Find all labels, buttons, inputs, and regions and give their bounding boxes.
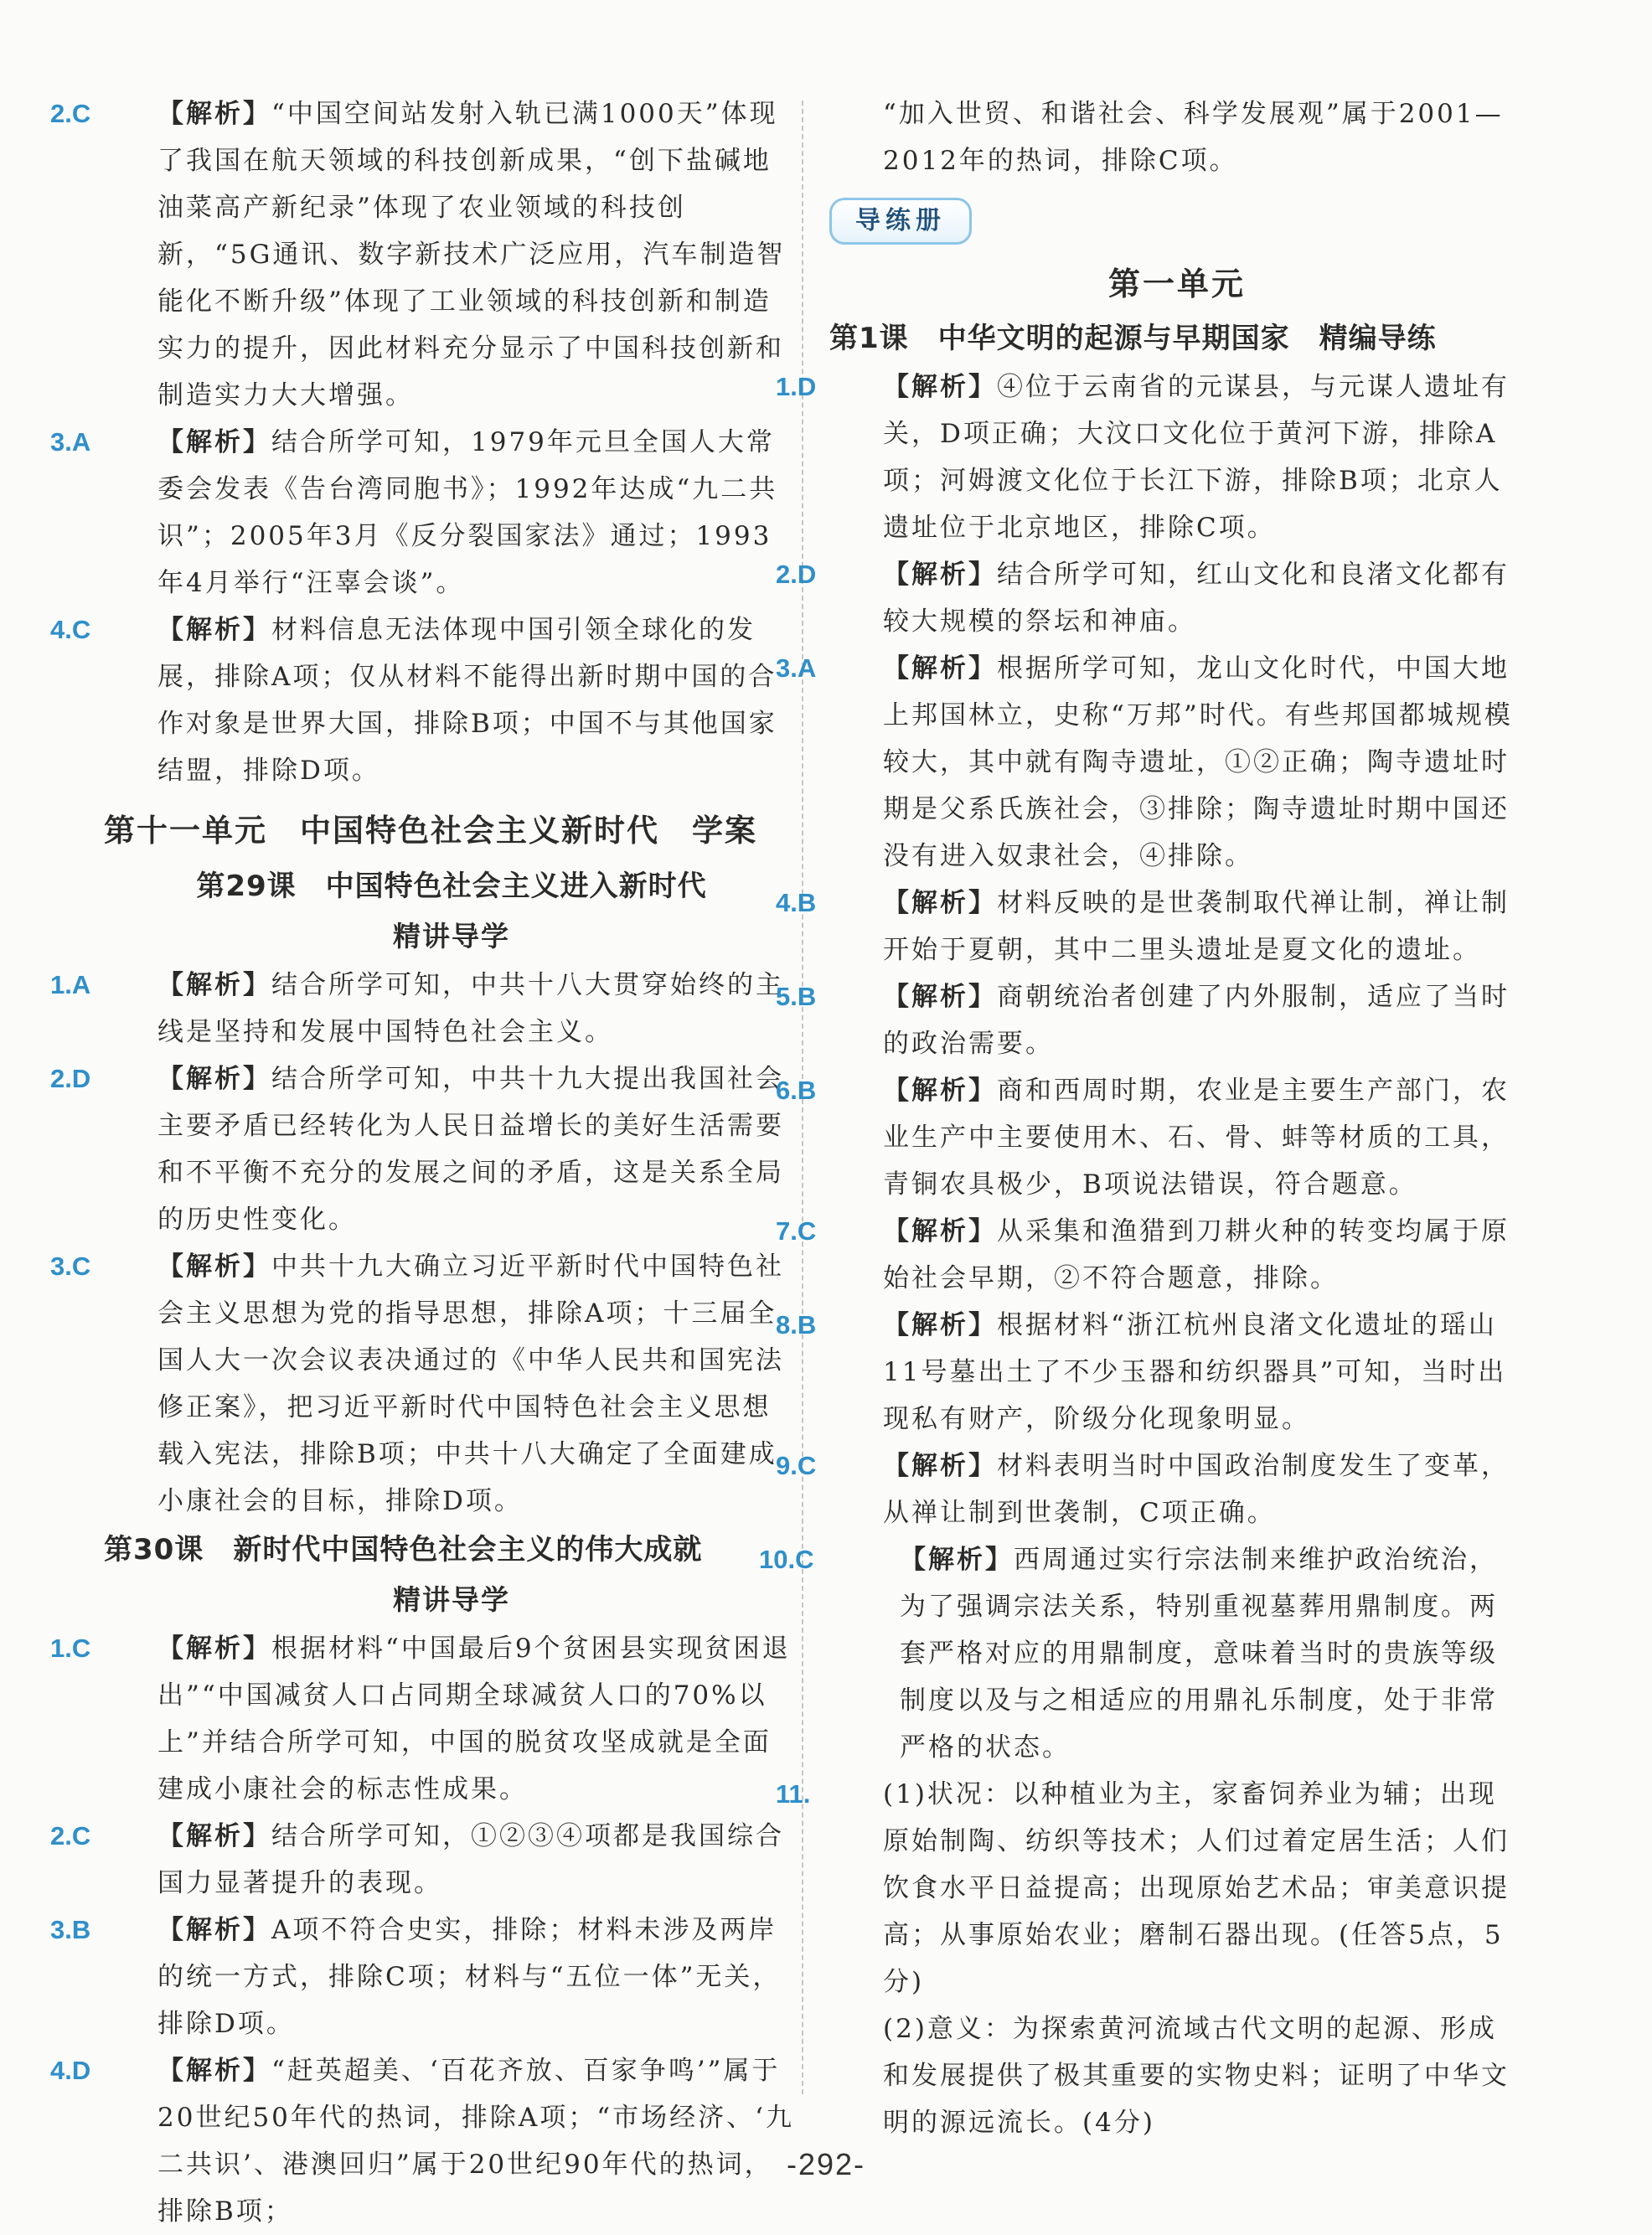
unit-heading: 第十一单元 中国特色社会主义新时代 学案 (104, 813, 757, 849)
answer-number: 2.C (50, 1821, 91, 1850)
unit-title: 第一单元 (1107, 265, 1246, 302)
answer-item (50, 1625, 799, 1813)
left-column (50, 90, 799, 2235)
analysis-tag: 【解析】 (157, 1915, 271, 1945)
analysis-tag: 【解析】 (157, 99, 271, 129)
answer-text: 商和西周时期，农业是主要生产部门，农业生产中主要使用木、石、骨、蚌等材质的工具，青铜农具极少，B项说法错误，符合题意。 (883, 1076, 1510, 1200)
answer-text: 西周通过实行宗法制来维护政治统治，为了强调宗法关系，特别重视墓葬用鼎制度。两套严格对应的用鼎制度，意味着当时的贵族等级制度以及与之相适应的用鼎礼乐制度，处于非常严格的状态。 (900, 1545, 1498, 1763)
analysis-tag: 【解析】 (900, 1545, 1014, 1575)
answer-number: 8.B (776, 1310, 817, 1339)
analysis-tag: 【解析】 (883, 1216, 997, 1247)
answer-number: 10.C (759, 1545, 814, 1574)
lesson-heading: 第30课 新时代中国特色社会主义的伟大成就 (104, 1533, 703, 1567)
section-badge: 导练册 (829, 198, 972, 245)
answer-text: A项不符合史实，排除；材料未涉及两岸的统一方式，排除C项；材料与“五位一体”无关，排除D项。 (157, 1915, 782, 2039)
analysis-tag: 【解析】 (157, 970, 271, 1000)
answer-number: 5.B (776, 982, 817, 1011)
page-number: -292- (786, 2147, 866, 2181)
answer-number: 3.A (776, 653, 817, 683)
answer-text: 中共十九大确立习近平新时代中国特色社会主义思想为党的指导思想，排除A项；十三届全国人大一次会议表决通过的《中华人民共和国宪法修正案》，把习近平新时代中国特色社会主义思想载入宪法，排除B项；中共十八大确定了全面建成小康社会的目标，排除D项。 (157, 1252, 784, 1516)
answer-text: 根据材料“中国最后9个贫困县实现贫困退出”“中国减贫人口占同期全球减贫人口的70%以上”并结合所学可知，中国的脱贫攻坚成就是全面建成小康社会的标志性成果。 (157, 1634, 791, 1804)
analysis-tag: 【解析】 (157, 1064, 271, 1094)
lesson-heading: 第29课 中国特色社会主义进入新时代 (196, 870, 707, 903)
answer-number: 2.D (50, 1064, 91, 1093)
analysis-tag: 【解析】 (883, 560, 997, 590)
answer-text: 材料信息无法体现中国引领全球化的发展，排除A项；仅从材料不能得出新时期中国的合作对象是世界大国，排除B项；中国不与其他国家结盟，排除D项。 (157, 615, 777, 786)
answer-item (776, 1443, 1525, 1536)
answer-number: 3.C (50, 1252, 91, 1281)
answer-number: 9.C (776, 1451, 817, 1480)
answer-text: 根据所学可知，龙山文化时代，中国大地上邦国林立，史称“万邦”时代。有些邦国都城规模较大，其中就有陶寺遗址，①②正确；陶寺遗址时期是父系氏族社会，③排除；陶寺遗址时期中国还没有进入奴隶社会，④排除。 (883, 653, 1513, 871)
answer-number: 1.C (50, 1634, 91, 1663)
answer-item (50, 962, 799, 1056)
answer-item (776, 880, 1525, 973)
answer-item (50, 1813, 799, 1907)
answer-text: ④位于云南省的元谋县，与元谋人遗址有关，D项正确；大汶口文化位于黄河下游，排除A项；河姆渡文化位于长江下游，排除B项；北京人遗址位于北京地区，排除C项。 (883, 372, 1510, 543)
answer-item (776, 551, 1525, 645)
analysis-tag: 【解析】 (157, 2056, 271, 2086)
analysis-tag: 【解析】 (883, 1451, 997, 1481)
analysis-tag: 【解析】 (883, 653, 997, 684)
answer-text: 结合所学可知，1979年元旦全国人大常委会发表《告台湾同胞书》；1992年达成“九二共识”；2005年3月《反分裂国家法》通过；1993年4月举行“汪辜会谈”。 (157, 427, 778, 598)
analysis-tag: 【解析】 (883, 372, 997, 402)
answer-number: 3.A (50, 427, 91, 457)
right-column (759, 90, 1525, 2146)
answer-text: 结合所学可知，①②③④项都是我国综合国力显著提升的表现。 (157, 1821, 784, 1898)
answer-number: 4.C (50, 615, 91, 644)
answer-item (776, 645, 1525, 880)
analysis-tag: 【解析】 (883, 982, 997, 1012)
answer-item (776, 1067, 1525, 1208)
answer-number: 11. (776, 1779, 811, 1809)
answer-text: 材料表明当时中国政治制度发生了变革，从禅让制到世袭制，C项正确。 (883, 1451, 1510, 1528)
answer-subpart: (2)意义：为探索黄河流域古代文明的起源、形成和发展提供了极其重要的实物史料；证明了中华文明的源远流长。(4分) (883, 2014, 1510, 2138)
answer-item (50, 1056, 799, 1243)
answer-text: 根据材料“浙江杭州良渚文化遗址的瑶山11号墓出土了不少玉器和纺织器具”可知，当时出现私有财产，阶级分化现象明显。 (883, 1310, 1507, 1434)
answer-text: 商朝统治者创建了内外服制，适应了当时的政治需要。 (883, 982, 1510, 1059)
analysis-tag: 【解析】 (883, 1310, 997, 1340)
analysis-tag: 【解析】 (883, 1076, 997, 1106)
answer-text: 结合所学可知，中共十九大提出我国社会主要矛盾已经转化为人民日益增长的美好生活需要和不平衡不充分的发展之间的矛盾，这是关系全局的历史性变化。 (157, 1064, 784, 1235)
answer-number: 6.B (776, 1076, 817, 1105)
answer-text: 结合所学可知，红山文化和良渚文化都有较大规模的祭坛和神庙。 (883, 560, 1510, 637)
answer-item (50, 606, 799, 794)
answer-item (50, 90, 799, 419)
answer-text: 结合所学可知，中共十八大贯穿始终的主线是坚持和发展中国特色社会主义。 (157, 970, 784, 1047)
answer-text: (1)状况：以种植业为主，家畜饲养业为辅；出现原始制陶、纺织等技术；人们过着定居生活；人们饮食水平日益提高；出现原始艺术品；审美意识提高；从事原始农业；磨制石器出现。(任答5点，5分) (883, 1779, 1510, 1997)
continued-text: “加入世贸、和谐社会、科学发展观”属于2001—2012年的热词，排除C项。 (883, 99, 1504, 176)
answer-number: 2.D (776, 560, 817, 589)
section-subtitle: 精讲导学 (393, 920, 510, 952)
answer-number: 1.A (50, 970, 91, 999)
answer-text: 从采集和渔猎到刀耕火种的转变均属于原始社会早期，②不符合题意，排除。 (883, 1216, 1510, 1293)
analysis-tag: 【解析】 (157, 1634, 271, 1664)
answer-number: 4.B (776, 888, 817, 917)
answer-item (50, 1243, 799, 1525)
lesson-heading: 第1课 中华文明的起源与早期国家 精编导练 (829, 322, 1437, 355)
analysis-tag: 【解析】 (883, 888, 997, 918)
analysis-tag: 【解析】 (157, 1252, 271, 1282)
answer-text: “赶英超美、‘百花齐放、百家争鸣’”属于20世纪50年代的热词，排除A项；“市场经济、‘九二共识’、港澳回归”属于20世纪90年代的热词，排除B项； (157, 2056, 794, 2227)
section-subtitle: 精讲导学 (393, 1583, 510, 1616)
analysis-tag: 【解析】 (157, 615, 271, 645)
answer-item (50, 1907, 799, 2047)
answer-number: 1.D (776, 372, 817, 401)
answer-item (776, 364, 1525, 551)
answer-item (776, 1771, 1525, 2005)
answer-number: 3.B (50, 1915, 91, 1944)
answer-item (776, 1208, 1525, 1302)
analysis-tag: 【解析】 (157, 427, 271, 457)
answer-text: “中国空间站发射入轨已满1000天”体现了我国在航天领域的科技创新成果，“创下盐碱地油菜高产新纪录”体现了农业领域的科技创新，“5G通讯、数字新技术广泛应用，汽车制造智能化不断升级”体现了工业领域的科技创新和制造实力的提升，因此材料充分显示了中国科技创新和制造实力大大增强。 (157, 99, 786, 410)
analysis-tag: 【解析】 (157, 1821, 271, 1851)
answer-text: 材料反映的是世袭制取代禅让制，禅让制开始于夏朝，其中二里头遗址是夏文化的遗址。 (883, 888, 1510, 965)
answer-number: 2.C (50, 99, 91, 128)
answer-number: 7.C (776, 1216, 817, 1246)
answer-item (50, 2047, 799, 2235)
answer-item (776, 973, 1525, 1067)
answer-item (776, 1302, 1525, 1443)
answer-number: 4.D (50, 2056, 91, 2085)
answer-item (50, 419, 799, 606)
answer-item (759, 1536, 1525, 1771)
